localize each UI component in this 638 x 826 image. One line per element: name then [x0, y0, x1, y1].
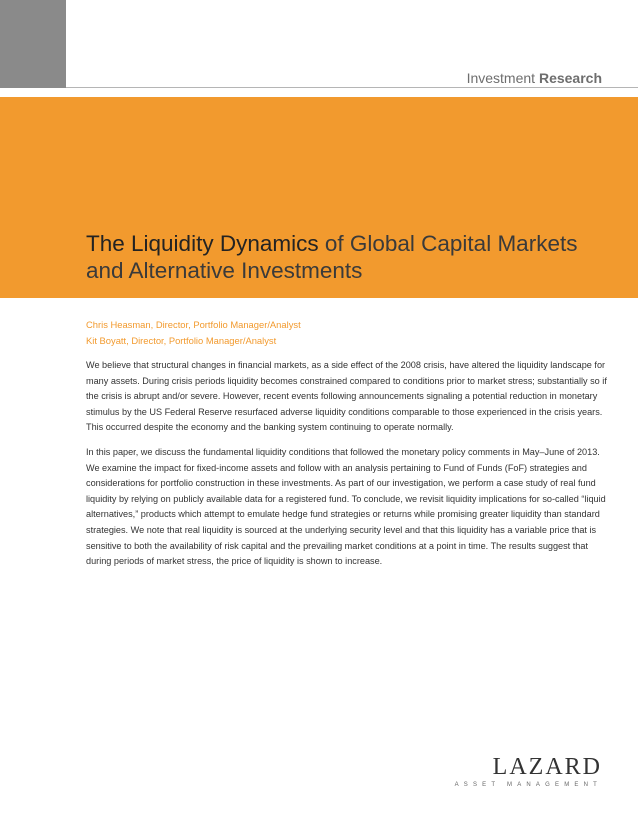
- title-rest: of Global Capital Markets and Alternative Investments: [86, 231, 578, 283]
- corner-gray-block: [0, 0, 66, 88]
- author-line: Chris Heasman, Director, Portfolio Manager/Analyst: [86, 319, 301, 330]
- logo-subtitle: ASSET MANAGEMENT: [454, 782, 602, 788]
- abstract-body: [86, 358, 608, 579]
- logo-wordmark: LAZARD: [492, 754, 602, 780]
- section-label-prefix: Investment: [466, 70, 536, 86]
- header-divider: [66, 87, 638, 88]
- document-title: [86, 230, 606, 284]
- author-line: Kit Boyatt, Director, Portfolio Manager/Analyst: [86, 335, 277, 346]
- section-label: [467, 70, 602, 86]
- abstract-paragraph-1: We believe that structural changes in financial markets, as a side effect of the 2008 crisis, have altered the liquidity landscape for many assets. During crisis periods liquidity becomes constrained compared to conditions prior to market stress; substantially so if the crisis is abrupt and/or severe. However, recent events following announcements signaling a potential reduction in monetary stimulus by the US Federal Reserve resurfaced adverse liquidity conditions comparable to those experienced in the crisis years. This occurred despite the economy and the banking system continuing to operate normally.: [86, 360, 607, 433]
- abstract-paragraph-2: In this paper, we discuss the fundamental liquidity conditions that followed the monetary policy comments in May–June of 2013. We examine the impact for fixed-income assets and follow with an analysis pertaining to Fund of Funds (FoF) strategies and considerations for portfolio construction in these investments. As part of our investigation, we perform a case study of real fund liquidity by relying on publicly available data for a registered fund. To conclude, we revisit liquidity implications for so-called “liquid alternatives,” products which attempt to emulate hedge fund strategies or returns while promising greater liquidity than standard strategies. We note that real liquidity is sourced at the underlying security level and that this liquidity has a variable price that is sensitive to both the availability of risk capital and the prevailing market conditions at a point in time. The results suggest that during periods of market stress, the price of liquidity is shown to increase.: [86, 446, 606, 567]
- section-label-strong: Research: [538, 70, 602, 86]
- lazard-logo: [455, 754, 602, 788]
- title-emphasis: The Liquidity Dynamics: [86, 231, 319, 256]
- author-list: [86, 317, 301, 349]
